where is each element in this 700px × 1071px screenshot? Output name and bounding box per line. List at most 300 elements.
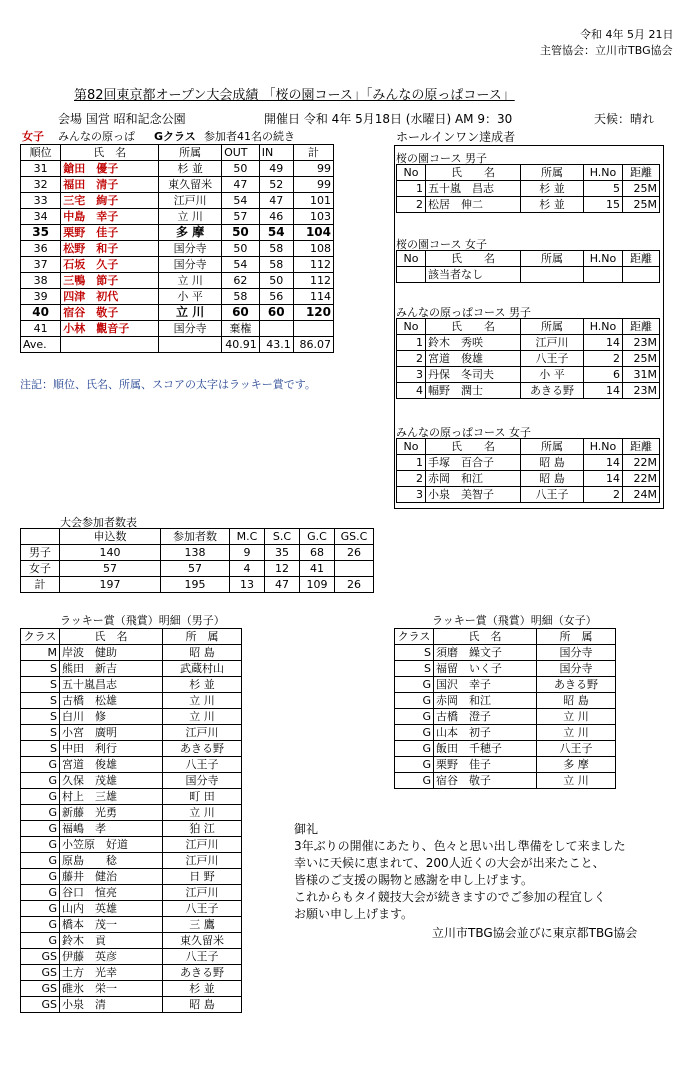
total-cell xyxy=(293,321,333,337)
col-total: 計 xyxy=(293,145,333,161)
hno-cell: 14 xyxy=(584,471,623,487)
table-row xyxy=(21,677,242,693)
table-row xyxy=(397,471,660,487)
table-row xyxy=(21,289,334,305)
dist-cell: 25M xyxy=(623,181,660,197)
team-cell: 立 川 xyxy=(163,709,242,725)
hio-col: 距離 xyxy=(623,251,660,267)
in-cell: 46 xyxy=(259,209,293,225)
table-row xyxy=(21,757,242,773)
participants-cell: 女子 xyxy=(21,561,60,577)
name-cell: 小笠原 好道 xyxy=(60,837,163,853)
name-cell: 橋本 茂一 xyxy=(60,917,163,933)
class-cell: G xyxy=(21,789,60,805)
hio-col: 氏 名 xyxy=(426,251,521,267)
table-row xyxy=(21,933,242,949)
team-cell: 国分寺 xyxy=(537,661,616,677)
no-cell: 1 xyxy=(397,455,426,471)
rank-cell: 37 xyxy=(21,257,61,273)
participants-cell: 9 xyxy=(230,545,265,561)
team-cell: 立 川 xyxy=(537,725,616,741)
class-cell: S xyxy=(395,645,434,661)
out-cell: 47 xyxy=(222,177,260,193)
table-row xyxy=(395,725,616,741)
dist-cell xyxy=(623,267,660,283)
lucky-men-title: ラッキー賞（飛賞）明細（男子） xyxy=(60,614,225,627)
class-cell: G xyxy=(21,901,60,917)
class-cell: S xyxy=(21,741,60,757)
participants-cell: 47 xyxy=(265,577,300,593)
table-row xyxy=(395,661,616,677)
lucky-men-table xyxy=(20,628,242,1013)
table-row xyxy=(21,773,242,789)
team-cell: あきる野 xyxy=(163,965,242,981)
team-cell: あきる野 xyxy=(163,741,242,757)
team-cell: 杉 並 xyxy=(159,161,222,177)
table-row xyxy=(21,321,334,337)
hno-cell: 6 xyxy=(584,367,623,383)
no-cell xyxy=(397,267,426,283)
team-cell: 立 川 xyxy=(159,209,222,225)
out-cell: 60 xyxy=(222,305,260,321)
team-cell: 八王子 xyxy=(521,487,584,503)
team-cell: 国分寺 xyxy=(159,321,222,337)
rank-cell: 41 xyxy=(21,321,61,337)
col-in: IN xyxy=(259,145,293,161)
hio-col: 距離 xyxy=(623,165,660,181)
class-cell: G xyxy=(395,741,434,757)
class-cell: G xyxy=(21,853,60,869)
class-cell: G xyxy=(21,821,60,837)
hio-col: No xyxy=(397,319,426,335)
rank-cell: 31 xyxy=(21,161,61,177)
team-cell: 八王子 xyxy=(163,901,242,917)
table-row xyxy=(21,209,334,225)
team-cell: 立 川 xyxy=(537,709,616,725)
table-row xyxy=(395,693,616,709)
hno-cell: 5 xyxy=(584,181,623,197)
participants-cell: 13 xyxy=(230,577,265,593)
hio-col: 所属 xyxy=(521,251,584,267)
hno-cell xyxy=(584,267,623,283)
team-cell: あきる野 xyxy=(537,677,616,693)
dist-cell: 22M xyxy=(623,471,660,487)
team-cell: 昭 島 xyxy=(521,455,584,471)
table-row xyxy=(395,741,616,757)
class-cell: G xyxy=(21,773,60,789)
participants-cell: 195 xyxy=(161,577,230,593)
name-cell: 手塚 百合子 xyxy=(426,455,521,471)
name-cell: 新藤 光勇 xyxy=(60,805,163,821)
name-cell: 国沢 幸子 xyxy=(434,677,537,693)
thanks-line: 幸いに天候に恵まれて、200人近くの大会が出来たこと、 xyxy=(294,856,605,870)
total-cell: 101 xyxy=(293,193,333,209)
in-cell: 47 xyxy=(259,193,293,209)
participants-col: 申込数 xyxy=(60,529,161,545)
team-cell: 立 川 xyxy=(163,693,242,709)
hno-cell: 2 xyxy=(584,351,623,367)
rank-cell: 32 xyxy=(21,177,61,193)
total-cell: 99 xyxy=(293,161,333,177)
team-cell: 国分寺 xyxy=(163,773,242,789)
in-cell: 50 xyxy=(259,273,293,289)
team-cell: 江戸川 xyxy=(159,193,222,209)
hio-col: 氏 名 xyxy=(426,165,521,181)
hio-col: H.No xyxy=(584,319,623,335)
out-cell: 50 xyxy=(222,161,260,177)
rank-cell: 38 xyxy=(21,273,61,289)
table-row xyxy=(21,241,334,257)
team-cell: 多 摩 xyxy=(159,225,222,241)
class-cell: GS xyxy=(21,949,60,965)
team-cell: 三 鷹 xyxy=(163,917,242,933)
participants-cell: 4 xyxy=(230,561,265,577)
team-cell: 昭 島 xyxy=(163,645,242,661)
hio-col: H.No xyxy=(584,251,623,267)
class-cell: GS xyxy=(21,965,60,981)
dist-cell: 24M xyxy=(623,487,660,503)
table-row xyxy=(21,965,242,981)
name-cell: 五十嵐 昌志 xyxy=(426,181,521,197)
women-results-table xyxy=(20,144,334,353)
thanks-line: 皆様のご支援の賜物と感謝を申し上げます。 xyxy=(294,873,534,887)
hio-table xyxy=(396,318,660,399)
lucky-col: 所 属 xyxy=(163,629,242,645)
no-cell: 1 xyxy=(397,181,426,197)
dist-cell: 25M xyxy=(623,197,660,213)
name-cell: 久保 茂雄 xyxy=(60,773,163,789)
team-cell xyxy=(521,267,584,283)
name-cell: 原島 稔 xyxy=(60,853,163,869)
team-cell: 東久留米 xyxy=(163,933,242,949)
table-row xyxy=(21,305,334,321)
team-cell: 八王子 xyxy=(163,757,242,773)
rank-cell: 40 xyxy=(21,305,61,321)
women-label: 女子 xyxy=(22,130,44,143)
name-cell: 熊田 新吉 xyxy=(60,661,163,677)
name-cell: 宿谷 敬子 xyxy=(434,773,537,789)
total-cell: 104 xyxy=(293,225,333,241)
participants-col: M.C xyxy=(230,529,265,545)
table-row xyxy=(397,197,660,213)
name-cell: 鎗田 優子 xyxy=(61,161,159,177)
table-row xyxy=(21,885,242,901)
name-cell: 赤岡 和江 xyxy=(426,471,521,487)
no-cell: 3 xyxy=(397,487,426,503)
participants-cell: 男子 xyxy=(21,545,60,561)
table-header-row xyxy=(21,629,242,645)
hio-col: No xyxy=(397,439,426,455)
hio-col: 所属 xyxy=(521,165,584,181)
hio-group-label: 桜の園コース 男子 xyxy=(396,152,487,165)
name-cell: 土方 光幸 xyxy=(60,965,163,981)
team-cell: 町 田 xyxy=(163,789,242,805)
out-cell: 54 xyxy=(222,193,260,209)
table-header-row xyxy=(395,629,616,645)
name-cell: 山内 英雄 xyxy=(60,901,163,917)
table-header-row xyxy=(397,319,660,335)
table-row xyxy=(395,773,616,789)
weather: 天候：晴れ xyxy=(594,112,655,126)
lucky-col: 氏 名 xyxy=(60,629,163,645)
team-cell: 武蔵村山 xyxy=(163,661,242,677)
participants-cell: 26 xyxy=(335,577,374,593)
in-cell: 52 xyxy=(259,177,293,193)
class-cell: S xyxy=(21,661,60,677)
hio-table xyxy=(396,164,660,213)
team-cell: 八王子 xyxy=(537,741,616,757)
class-cell: S xyxy=(21,725,60,741)
no-cell: 2 xyxy=(397,197,426,213)
table-row xyxy=(397,367,660,383)
name-cell: 福留 いく子 xyxy=(434,661,537,677)
name-cell: 幅野 潤士 xyxy=(426,383,521,399)
lucky-women-title: ラッキー賞（飛賞）明細（女子） xyxy=(432,614,597,627)
class-cell: S xyxy=(395,661,434,677)
table-row xyxy=(21,577,374,593)
table-row xyxy=(21,161,334,177)
name-cell: 該当者なし xyxy=(426,267,521,283)
name-cell: 福田 清子 xyxy=(61,177,159,193)
hio-group-label: 桜の園コース 女子 xyxy=(396,238,487,251)
table-row xyxy=(21,693,242,709)
rank-cell: 36 xyxy=(21,241,61,257)
hno-cell: 14 xyxy=(584,335,623,351)
total-cell: 103 xyxy=(293,209,333,225)
team-cell: 杉 並 xyxy=(521,197,584,213)
class-cell: GS xyxy=(21,997,60,1013)
participants-cell: 68 xyxy=(300,545,335,561)
participants-cell: 計 xyxy=(21,577,60,593)
lucky-col: クラス xyxy=(395,629,434,645)
table-row xyxy=(21,821,242,837)
hio-table xyxy=(396,250,660,283)
class-cell: GS xyxy=(21,981,60,997)
out-cell: 57 xyxy=(222,209,260,225)
name-cell: 白川 修 xyxy=(60,709,163,725)
participants-title: 大会参加者数表 xyxy=(60,516,137,529)
out-cell: 50 xyxy=(222,241,260,257)
organizer: 主管協会：立川市TBG協会 xyxy=(540,44,673,57)
participants-cell: 109 xyxy=(300,577,335,593)
team-cell: 杉 並 xyxy=(521,181,584,197)
table-header-row xyxy=(397,251,660,267)
name-cell: 谷口 愃亮 xyxy=(60,885,163,901)
team-cell: 江戸川 xyxy=(163,885,242,901)
hio-col: 距離 xyxy=(623,319,660,335)
name-cell: 小宮 廣明 xyxy=(60,725,163,741)
name-cell: 藤井 健治 xyxy=(60,869,163,885)
in-cell xyxy=(259,321,293,337)
col-rank: 順位 xyxy=(21,145,61,161)
participant-note: 参加者41名の続き xyxy=(204,130,295,143)
report-date: 令和 4年 5月 21日 xyxy=(580,28,674,41)
name-cell: 四津 初代 xyxy=(61,289,159,305)
team-cell: 立 川 xyxy=(159,273,222,289)
total-cell: 108 xyxy=(293,241,333,257)
hio-col: 所属 xyxy=(521,439,584,455)
dist-cell: 23M xyxy=(623,335,660,351)
in-cell: 58 xyxy=(259,257,293,273)
participants-cell: 138 xyxy=(161,545,230,561)
table-row xyxy=(395,645,616,661)
table-row xyxy=(21,949,242,965)
team-cell: 杉 並 xyxy=(163,981,242,997)
team-cell: 国分寺 xyxy=(159,241,222,257)
hio-col: 所属 xyxy=(521,319,584,335)
team-cell: 日 野 xyxy=(163,869,242,885)
table-row xyxy=(21,645,242,661)
class-cell: G xyxy=(395,773,434,789)
page-title: 第82回東京都オープン大会成績 「桜の園コース」「みんなの原っぱコース」 xyxy=(74,88,515,103)
hio-col: No xyxy=(397,165,426,181)
hio-col: H.No xyxy=(584,165,623,181)
class-cell: G xyxy=(21,885,60,901)
average-in: 43.1 xyxy=(259,337,293,353)
team-cell: 小 平 xyxy=(159,289,222,305)
table-row xyxy=(397,181,660,197)
participants-col xyxy=(21,529,60,545)
table-row xyxy=(21,709,242,725)
table-row xyxy=(21,741,242,757)
name-cell: 鈴木 貢 xyxy=(60,933,163,949)
class-cell: G xyxy=(21,869,60,885)
in-cell: 54 xyxy=(259,225,293,241)
name-cell: 宮道 俊雄 xyxy=(60,757,163,773)
table-row xyxy=(21,177,334,193)
rank-cell: 34 xyxy=(21,209,61,225)
name-cell: 福嶋 孝 xyxy=(60,821,163,837)
class-cell: M xyxy=(21,645,60,661)
name-cell: 鈴木 秀咲 xyxy=(426,335,521,351)
thanks-body xyxy=(294,838,626,923)
table-row xyxy=(21,837,242,853)
total-cell: 112 xyxy=(293,273,333,289)
rank-cell: 35 xyxy=(21,225,61,241)
table-row xyxy=(21,273,334,289)
hio-col: 氏 名 xyxy=(426,319,521,335)
team-cell: 立 川 xyxy=(537,773,616,789)
participants-table xyxy=(20,528,374,593)
lucky-women-table xyxy=(394,628,616,789)
table-row xyxy=(397,267,660,283)
team-cell: 多 摩 xyxy=(537,757,616,773)
table-row xyxy=(21,997,242,1013)
thanks-line: 3年ぶりの開催にあたり、色々と思い出し準備をして来ました xyxy=(294,839,626,853)
signature: 立川市TBG協会並びに東京都TBG協会 xyxy=(432,926,638,940)
name-cell: 碓氷 栄一 xyxy=(60,981,163,997)
team-cell: あきる野 xyxy=(521,383,584,399)
table-row xyxy=(395,757,616,773)
table-row xyxy=(21,853,242,869)
team-cell: 昭 島 xyxy=(163,997,242,1013)
name-cell: 石坂 久子 xyxy=(61,257,159,273)
out-cell: 50 xyxy=(222,225,260,241)
name-cell: 村上 三雄 xyxy=(60,789,163,805)
team-cell: 昭 島 xyxy=(537,693,616,709)
team-cell: 小 平 xyxy=(521,367,584,383)
name-cell: 小泉 清 xyxy=(60,997,163,1013)
table-header-row xyxy=(397,439,660,455)
hio-col: 氏 名 xyxy=(426,439,521,455)
table-row xyxy=(397,383,660,399)
col-name: 氏 名 xyxy=(61,145,159,161)
name-cell: 飯田 千穂子 xyxy=(434,741,537,757)
out-cell: 62 xyxy=(222,273,260,289)
hio-col: No xyxy=(397,251,426,267)
in-cell: 49 xyxy=(259,161,293,177)
team-cell: 江戸川 xyxy=(163,837,242,853)
lucky-col: 所 属 xyxy=(537,629,616,645)
hole-in-one-title: ホールインワン達成者 xyxy=(396,130,516,144)
table-row xyxy=(21,225,334,241)
team-cell: 東久留米 xyxy=(159,177,222,193)
out-cell: 54 xyxy=(222,257,260,273)
class-cell: G xyxy=(395,757,434,773)
team-cell: 立 川 xyxy=(163,805,242,821)
team-cell: 江戸川 xyxy=(163,853,242,869)
total-cell: 114 xyxy=(293,289,333,305)
table-header-row xyxy=(21,145,334,161)
hio-col: 距離 xyxy=(623,439,660,455)
participants-col: G.C xyxy=(300,529,335,545)
in-cell: 56 xyxy=(259,289,293,305)
name-cell: 宮道 俊雄 xyxy=(426,351,521,367)
in-cell: 60 xyxy=(259,305,293,321)
rank-cell: 33 xyxy=(21,193,61,209)
name-cell: 赤岡 和江 xyxy=(434,693,537,709)
table-row xyxy=(21,545,374,561)
name-cell: 岸波 健助 xyxy=(60,645,163,661)
total-cell: 120 xyxy=(293,305,333,321)
lucky-col: 氏 名 xyxy=(434,629,537,645)
class-cell: S xyxy=(21,693,60,709)
participants-cell: 26 xyxy=(335,545,374,561)
class-cell: G xyxy=(395,693,434,709)
table-row xyxy=(21,193,334,209)
hio-group-label: みんなの原っぱコース 女子 xyxy=(396,426,531,439)
venue: 会場 国営 昭和記念公園 xyxy=(58,112,186,126)
dist-cell: 23M xyxy=(623,383,660,399)
col-out: OUT xyxy=(222,145,260,161)
class-cell: S xyxy=(21,709,60,725)
thanks-line: これからもタイ競技大会が続きますのでご参加の程宜しく xyxy=(294,890,606,904)
table-row xyxy=(21,869,242,885)
participants-col: 参加者数 xyxy=(161,529,230,545)
dist-cell: 25M xyxy=(623,351,660,367)
table-row xyxy=(21,725,242,741)
table-header-row xyxy=(397,165,660,181)
class-name: Gクラス xyxy=(154,130,196,143)
class-cell: G xyxy=(21,933,60,949)
table-row xyxy=(21,917,242,933)
no-cell: 4 xyxy=(397,383,426,399)
no-cell: 1 xyxy=(397,335,426,351)
name-cell: 中島 幸子 xyxy=(61,209,159,225)
team-cell: 国分寺 xyxy=(159,257,222,273)
team-cell: 立 川 xyxy=(159,305,222,321)
participants-cell: 57 xyxy=(60,561,161,577)
class-cell: G xyxy=(395,709,434,725)
hio-table xyxy=(396,438,660,503)
name-cell: 松居 伸二 xyxy=(426,197,521,213)
hno-cell: 2 xyxy=(584,487,623,503)
team-cell: 杉 並 xyxy=(163,677,242,693)
team-cell: 国分寺 xyxy=(537,645,616,661)
thanks-title: 御礼 xyxy=(294,822,319,836)
name-cell: 古橋 澄子 xyxy=(434,709,537,725)
participants-cell: 35 xyxy=(265,545,300,561)
